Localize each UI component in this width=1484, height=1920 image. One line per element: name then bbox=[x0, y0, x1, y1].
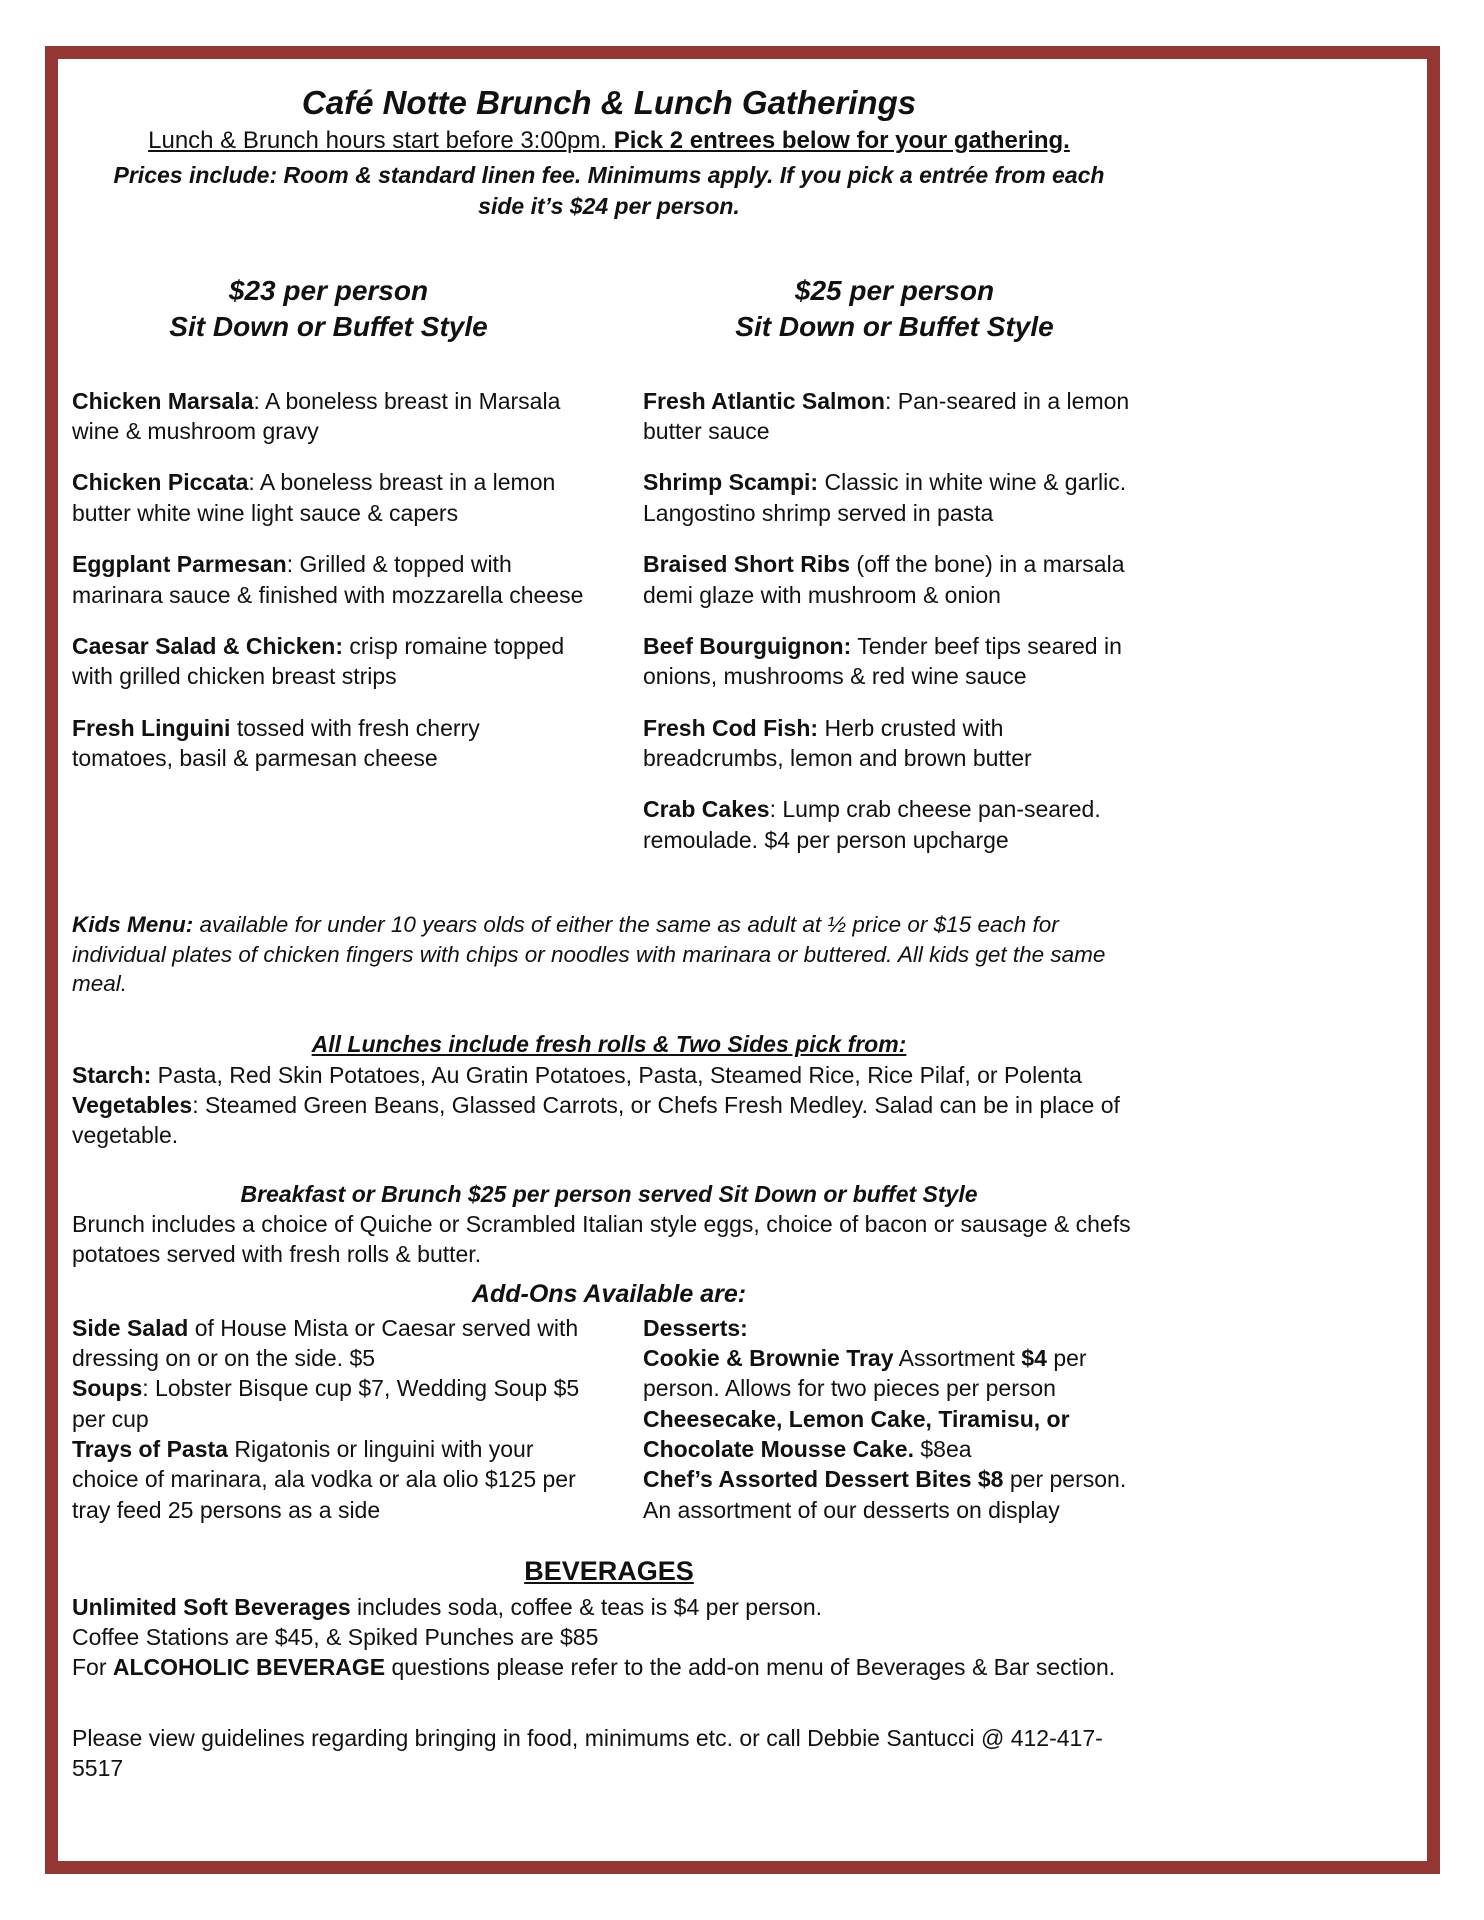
item-desc: : A boneless breast in a lemon butter white wine light sauce & capers bbox=[72, 469, 556, 526]
item-name: Caesar Salad & Chicken: bbox=[72, 632, 344, 659]
item-desc: : Pan-seared in a lemon butter sauce bbox=[643, 387, 1130, 445]
desserts-label bbox=[643, 1313, 1146, 1343]
item-desc: Herb crusted with breadcrumbs, lemon and brown butter bbox=[643, 714, 1032, 771]
addons-right-column bbox=[643, 1313, 1146, 1526]
item-name: Chicken Marsala bbox=[72, 387, 254, 414]
addon-side-salad bbox=[72, 1313, 585, 1374]
entree-columns bbox=[72, 273, 1146, 876]
addon-name: Chef’s Assorted Dessert Bites $8 bbox=[643, 1466, 1004, 1493]
addon-desc: : Lobster Bisque cup $7, Wedding Soup $5 per cup bbox=[72, 1375, 580, 1432]
item-name: Crab Cakes bbox=[643, 796, 770, 823]
pricing-intro: Prices include: Room & standard linen fee. Minimums apply. If you pick a entrée from each side it’s $24 per person. bbox=[113, 162, 1105, 219]
addon-name: Trays of Pasta bbox=[72, 1436, 228, 1463]
menu-item bbox=[643, 631, 1146, 692]
vegetables-options: : Steamed Green Beans, Glassed Carrots, or Chefs Fresh Medley. Salad can be in place of vegetable. bbox=[72, 1091, 1120, 1149]
vegetables-line bbox=[72, 1090, 1146, 1151]
brunch-description: Brunch includes a choice of Quiche or Scrambled Italian style eggs, choice of bacon or sausage & chefs potatoes served with fresh rolls & butter. bbox=[72, 1210, 1131, 1268]
item-desc: Tender beef tips seared in onions, mushrooms & red wine sauce bbox=[643, 632, 1122, 690]
starch-label: Starch: bbox=[72, 1061, 152, 1088]
page-border bbox=[45, 46, 1440, 1874]
item-desc: crisp romaine topped with grilled chicken breast strips bbox=[72, 632, 565, 690]
guidelines-contact-line: Please view guidelines regarding bringing in food, minimums etc. or call Debbie Santucci @ 412-417-5517 bbox=[72, 1724, 1103, 1781]
entree-column-23 bbox=[72, 273, 585, 876]
menu-item bbox=[643, 713, 1146, 774]
starch-options: Pasta, Red Skin Potatoes, Au Gratin Potatoes, Pasta, Steamed Rice, Rice Pilaf, or Polenta bbox=[151, 1061, 1082, 1088]
menu-item bbox=[72, 713, 585, 774]
vegetables-label: Vegetables bbox=[72, 1091, 193, 1118]
beverages-coffee-line: Coffee Stations are $45, & Spiked Punches are $85 bbox=[72, 1623, 599, 1650]
column-header-23 bbox=[72, 273, 585, 346]
kids-menu-text: available for under 10 years olds of either the same as adult at ½ price or $15 each for individual plates of chicken fingers with chips or noodles with marinara or buttered. All kids get the same meal. bbox=[72, 912, 1106, 997]
item-name: Chicken Piccata bbox=[72, 469, 249, 496]
subtitle-hours: Lunch & Brunch hours start before 3:00pm. bbox=[148, 126, 614, 154]
brunch-heading: Breakfast or Brunch $25 per person served Sit Down or buffet Style bbox=[240, 1180, 978, 1207]
page-title: Café Notte Brunch & Lunch Gatherings bbox=[301, 84, 917, 121]
menu-item bbox=[72, 467, 585, 528]
addon-chef-dessert-bites bbox=[643, 1464, 1146, 1525]
item-name: Beef Bourguignon: bbox=[643, 632, 852, 659]
addon-cookie-brownie-tray bbox=[643, 1343, 1146, 1404]
beverage-desc: includes soda, coffee & teas is $4 per person. bbox=[350, 1593, 823, 1620]
item-name: Fresh Atlantic Salmon bbox=[643, 387, 885, 414]
addon-desc: per person. An assortment of our desserts on display bbox=[643, 1466, 1127, 1523]
starch-line bbox=[72, 1060, 1146, 1090]
item-name: Fresh Linguini bbox=[72, 714, 231, 741]
menu-item bbox=[643, 467, 1146, 528]
beverages-soft-line bbox=[72, 1592, 1146, 1622]
addon-price: $8ea bbox=[913, 1436, 972, 1463]
addon-price: $4 bbox=[1021, 1345, 1047, 1372]
addon-name: Soups bbox=[72, 1375, 143, 1402]
menu-item bbox=[643, 386, 1146, 447]
addon-name: Side Salad bbox=[72, 1314, 189, 1341]
column-header-25 bbox=[643, 273, 1146, 346]
addons-left-column bbox=[72, 1313, 585, 1526]
item-desc: (off the bone) in a marsala demi glaze with mushroom & onion bbox=[643, 551, 1125, 608]
addon-soups bbox=[72, 1373, 585, 1434]
item-name: Braised Short Ribs bbox=[643, 551, 851, 578]
kids-menu-note bbox=[72, 910, 1146, 999]
service-style: Sit Down or Buffet Style bbox=[735, 311, 1054, 343]
addon-name: Cheesecake, Lemon Cake, Tiramisu, or Chocolate Mousse Cake. bbox=[643, 1405, 1070, 1463]
addon-desc: of House Mista or Caesar served with dressing on or on the side. $5 bbox=[72, 1314, 579, 1372]
item-desc: Classic in white wine & garlic. Langostino shrimp served in pasta bbox=[643, 469, 1127, 526]
addon-desc: Assortment bbox=[893, 1345, 1022, 1372]
alcohol-label: ALCOHOLIC BEVERAGE bbox=[112, 1654, 386, 1681]
menu-document bbox=[58, 59, 1146, 1783]
item-desc: tossed with fresh cherry tomatoes, basil & parmesan cheese bbox=[72, 714, 480, 771]
price-per-person: $23 per person bbox=[228, 274, 429, 306]
item-name: Fresh Cod Fish: bbox=[643, 714, 819, 741]
menu-item bbox=[643, 549, 1146, 610]
menu-item bbox=[72, 386, 585, 447]
addons-heading: Add-Ons Available are: bbox=[471, 1279, 747, 1308]
price-per-person: $25 per person bbox=[794, 274, 995, 306]
addon-pasta-trays bbox=[72, 1434, 585, 1525]
desserts-label-text: Desserts: bbox=[643, 1314, 748, 1341]
sides-heading: All Lunches include fresh rolls & Two Sides pick from: bbox=[311, 1031, 907, 1058]
menu-item bbox=[72, 549, 585, 610]
beverages-alcohol-line bbox=[72, 1652, 1146, 1682]
addon-name: Cookie & Brownie Tray bbox=[643, 1345, 894, 1372]
entree-column-25 bbox=[643, 273, 1146, 876]
kids-menu-label: Kids Menu: bbox=[72, 912, 194, 938]
menu-item bbox=[72, 631, 585, 692]
beverages-heading: BEVERAGES bbox=[524, 1556, 694, 1587]
menu-item bbox=[643, 794, 1146, 855]
alcohol-prefix: For bbox=[72, 1654, 113, 1681]
addon-cakes bbox=[643, 1404, 1146, 1465]
beverage-name: Unlimited Soft Beverages bbox=[72, 1593, 351, 1620]
service-style: Sit Down or Buffet Style bbox=[169, 311, 488, 343]
addon-desc: per person. Allows for two pieces per person bbox=[643, 1345, 1087, 1402]
subtitle-pick-entrees: Pick 2 entrees below for your gathering. bbox=[613, 126, 1070, 154]
item-desc: : Lump crab cheese pan-seared. remoulade. $4 per person upcharge bbox=[643, 796, 1101, 853]
addon-desc: Rigatonis or linguini with your choice of marinara, ala vodka or ala olio $125 per tray feed 25 persons as a side bbox=[72, 1436, 576, 1523]
addons-columns bbox=[72, 1313, 1146, 1526]
item-desc: : Grilled & topped with marinara sauce & finished with mozzarella cheese bbox=[72, 551, 584, 608]
alcohol-suffix: questions please refer to the add-on menu of Beverages & Bar section. bbox=[385, 1654, 1116, 1681]
item-desc: : A boneless breast in Marsala wine & mushroom gravy bbox=[72, 387, 561, 445]
subtitle bbox=[72, 125, 1146, 157]
item-name: Eggplant Parmesan bbox=[72, 551, 287, 578]
item-name: Shrimp Scampi: bbox=[643, 469, 819, 496]
